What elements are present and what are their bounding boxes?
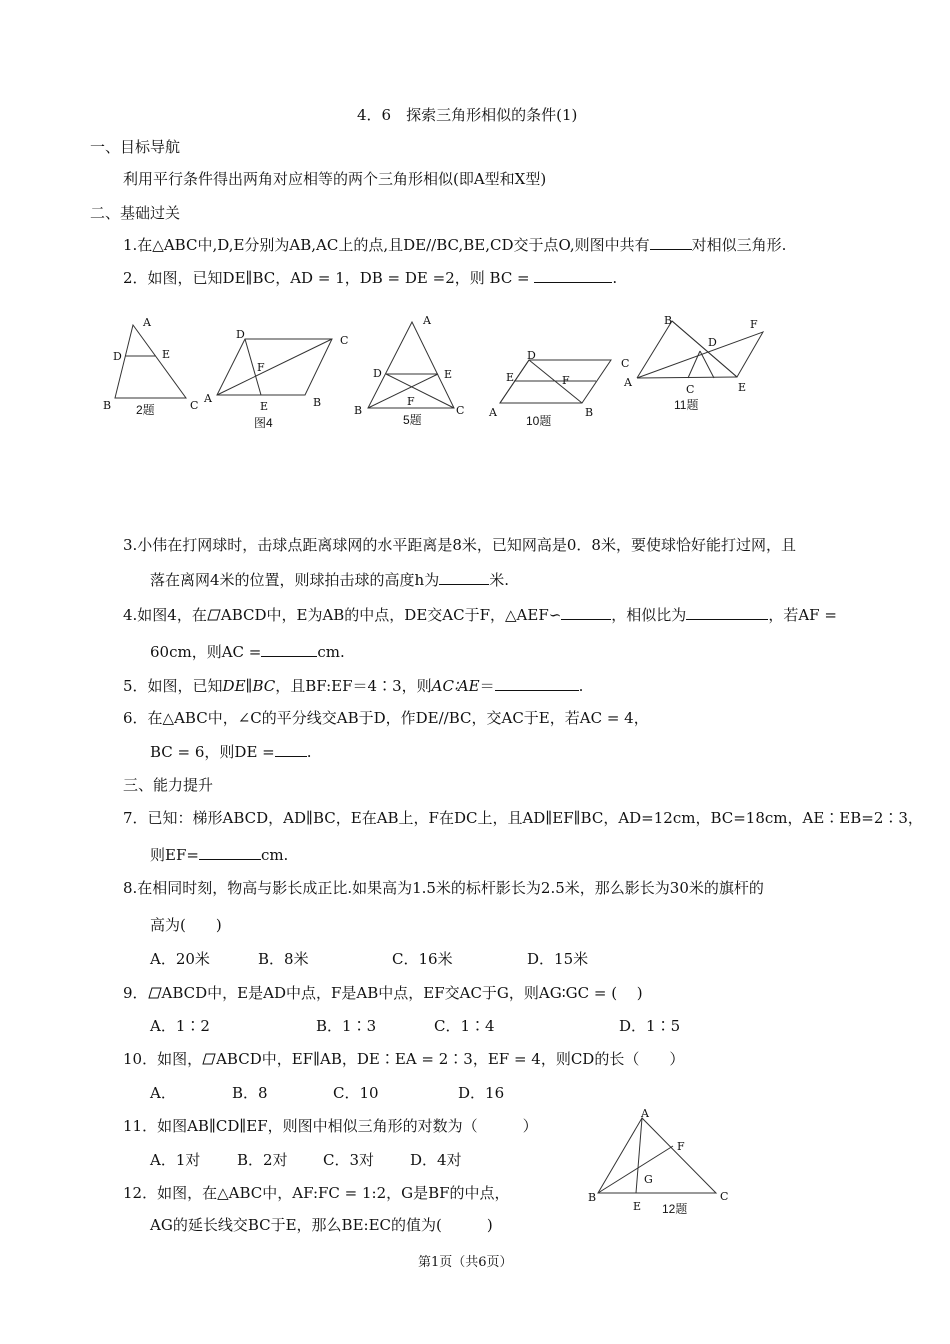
fig-label: E <box>444 368 453 381</box>
question-4-text: 4.如图4，在 <box>123 606 207 624</box>
answer-blank[interactable] <box>199 845 261 860</box>
goals-text: 利用平行条件得出两角对应相等的两个三角形相似(即A型和X型) <box>123 170 547 188</box>
question-9-number: 9． <box>123 984 148 1002</box>
page-footer: 第1页（共6页） <box>418 1255 513 1270</box>
question-5-math2: AC∶AE <box>431 677 480 695</box>
fig-label: B <box>354 404 363 417</box>
question-9-text: ABCD中，E是AD中点，F是AB中点，EF交AC于G，则AG∶GC = ( ) <box>161 984 643 1002</box>
question-7: 7．已知：梯形ABCD，AD∥BC，E在AB上，F在DC上，且AD∥EF∥BC，AD=12cm，BC=18cm，AE∶EB=2∶3， <box>123 809 923 827</box>
question-10-option-a[interactable]: A． <box>150 1084 176 1102</box>
answer-blank[interactable] <box>561 605 611 620</box>
question-6-text: BC = 6，则DE = <box>150 743 275 761</box>
parallelogram-icon <box>207 609 221 621</box>
question-5-text: 5．如图，已知 <box>123 677 223 695</box>
fig-label: A <box>204 392 212 405</box>
fig-label: C <box>340 334 349 347</box>
fig-label: A <box>423 314 431 327</box>
fig-label: D <box>373 367 382 380</box>
question-8-option-d[interactable]: D．15米 <box>527 950 589 968</box>
fig-label: B <box>588 1191 597 1204</box>
question-6-line2 <box>150 742 312 762</box>
question-5-tail: . <box>578 677 584 695</box>
fig-label: A <box>641 1107 649 1120</box>
question-5-text3: ＝ <box>479 677 495 695</box>
figure-q5 <box>350 312 470 436</box>
question-9-option-d[interactable]: D．1∶5 <box>619 1017 681 1035</box>
fig-label: C <box>190 399 199 412</box>
fig-label: B <box>313 396 322 409</box>
question-3-text: 落在离网4米的位置，则球拍击球的高度h为 <box>150 571 440 589</box>
question-8-option-a[interactable]: A．20米 <box>150 950 210 968</box>
question-3-line2 <box>150 570 509 590</box>
question-11: 11．如图AB∥CD∥EF，则图中相似三角形的对数为（ ） <box>123 1117 538 1135</box>
question-4-tail: cm. <box>317 643 345 661</box>
fig-label: A <box>143 316 151 329</box>
question-9-option-a[interactable]: A．1∶2 <box>150 1017 210 1035</box>
answer-blank[interactable] <box>686 605 768 620</box>
fig-label: A <box>624 376 632 389</box>
fig-label: D <box>113 350 122 363</box>
question-5 <box>123 676 583 696</box>
question-10-number: 10．如图， <box>123 1050 203 1068</box>
question-1-text: 1.在△ABC中,D,E分别为AB,AC上的点,且DE//BC,BE,CD交于点O,则图中共有 <box>123 236 650 254</box>
question-2 <box>123 268 617 288</box>
fig-label: D <box>708 336 717 349</box>
question-11-option-a[interactable]: A．1对 <box>150 1151 201 1169</box>
question-4-text3: ，相似比为 <box>611 606 687 624</box>
section-goals-heading: 一、目标导航 <box>90 138 181 156</box>
fig-label: G <box>644 1173 653 1186</box>
question-12: 12．如图，在△ABC中，AF:FC = 1:2，G是BF的中点， <box>123 1184 510 1202</box>
answer-blank[interactable] <box>650 235 692 250</box>
figure-caption: 图4 <box>254 416 273 430</box>
question-4-text4: ，若AF = <box>768 606 837 624</box>
figure-caption: 10题 <box>526 414 552 428</box>
section-advanced-heading: 三、能力提升 <box>123 776 214 794</box>
parallelogram-icon <box>202 1053 216 1065</box>
answer-blank[interactable] <box>275 742 307 757</box>
fig-label: E <box>633 1200 642 1213</box>
answer-blank[interactable] <box>439 570 489 585</box>
figure-caption: 11题 <box>674 398 699 412</box>
question-5-text2: ，且BF:EF＝4∶3，则 <box>275 677 432 695</box>
fig-label: F <box>750 318 758 331</box>
question-5-math: DE∥BC <box>222 677 276 695</box>
question-6-tail: . <box>306 743 312 761</box>
fig-label: E <box>162 348 171 361</box>
question-10-option-b[interactable]: B．8 <box>232 1084 268 1102</box>
fig-label: B <box>103 399 112 412</box>
question-9 <box>123 983 643 1003</box>
question-2-text: 2．如图，已知DE∥BC，AD = 1，DB = DE =2，则 BC = <box>123 269 530 287</box>
question-8-line2: 高为( ) <box>150 916 222 934</box>
question-4-text2: ABCD中，E为AB的中点，DE交AC于F，△AEF∽ <box>220 606 562 624</box>
fig-label: F <box>257 361 265 374</box>
question-3-tail: 米. <box>489 571 509 589</box>
fig-label: B <box>664 314 673 327</box>
fig-label: B <box>585 406 594 419</box>
fig-label: C <box>621 357 630 370</box>
answer-blank[interactable] <box>261 642 317 657</box>
question-6: 6．在△ABC中，∠C的平分线交AB于D，作DE//BC，交AC于E，若AC = 4， <box>123 709 649 727</box>
answer-blank[interactable] <box>495 676 579 691</box>
fig-label: C <box>456 404 465 417</box>
question-1 <box>123 235 786 255</box>
figure-q12 <box>580 1100 740 1234</box>
fig-label: E <box>506 371 515 384</box>
figure-caption: 5题 <box>403 413 422 427</box>
question-2-tail: . <box>612 269 618 287</box>
figure-4 <box>200 322 363 436</box>
question-8-option-b[interactable]: B．8米 <box>258 950 309 968</box>
figure-caption: 12题 <box>662 1202 688 1216</box>
parallelogram-icon <box>148 987 162 999</box>
question-7-line2 <box>150 845 288 865</box>
fig-label: E <box>260 400 269 413</box>
fig-label: D <box>236 328 245 341</box>
question-10-option-d[interactable]: D．16 <box>458 1084 505 1102</box>
question-4 <box>123 605 837 625</box>
fig-label: A <box>489 406 497 419</box>
question-12-line2: AG的延长线交BC于E，那么BE:EC的值为( ) <box>150 1216 493 1234</box>
question-10-text: ABCD中，EF∥AB，DE∶EA = 2∶3，EF = 4，则CD的长（ ） <box>216 1050 685 1068</box>
question-9-option-b[interactable]: B．1∶3 <box>316 1017 377 1035</box>
question-8: 8.在相同时刻，物高与影长成正比.如果高为1.5米的标杆影长为2.5米，那么影长为30米的旗杆的 <box>123 879 764 897</box>
question-11-option-d[interactable]: D．4对 <box>410 1151 462 1169</box>
fig-label: C <box>686 383 695 396</box>
question-8-option-c[interactable]: C．16米 <box>392 950 453 968</box>
fig-label: F <box>562 374 570 387</box>
answer-blank[interactable] <box>534 268 612 283</box>
question-7-tail: cm. <box>260 846 289 864</box>
question-3: 3.小伟在打网球时，击球点距离球网的水平距离是8米，已知网高是0．8米，要使球恰好能打过网，且 <box>123 536 796 554</box>
figure-q11 <box>620 311 770 425</box>
question-4-line2 <box>150 642 345 662</box>
question-1-tail: 对相似三角形. <box>691 236 787 254</box>
question-4-text5: 60cm，则AC = <box>150 643 262 661</box>
question-10 <box>123 1049 684 1069</box>
question-11-option-c[interactable]: C．3对 <box>323 1151 375 1169</box>
fig-label: F <box>677 1140 685 1153</box>
question-10-option-c[interactable]: C．10 <box>333 1084 379 1102</box>
question-7-text: 则EF= <box>150 846 199 864</box>
fig-label: E <box>738 381 747 394</box>
question-9-option-c[interactable]: C．1∶4 <box>434 1017 495 1035</box>
figure-q2 <box>100 312 200 426</box>
page-title: 4．6 探索三角形相似的条件(1) <box>357 106 578 124</box>
question-11-option-b[interactable]: B．2对 <box>237 1151 288 1169</box>
figure-caption: 2题 <box>136 403 155 417</box>
fig-label: C <box>720 1190 729 1203</box>
fig-label: D <box>527 349 536 362</box>
fig-label: F <box>407 395 415 408</box>
section-basics-heading: 二、基础过关 <box>90 204 181 222</box>
